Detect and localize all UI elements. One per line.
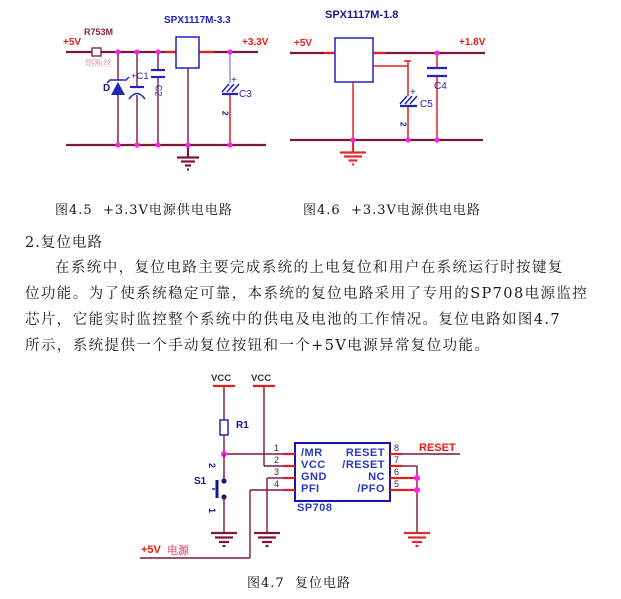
cap2-label: C2 (153, 84, 164, 97)
body-paragraph (25, 256, 603, 360)
fig46-caption: 图4.6 +3.3V电源供电电路 (303, 203, 481, 218)
pin-number-3: 3 (274, 467, 280, 477)
fuse-symbol (92, 48, 101, 56)
fig45-caption: 图4.5 +3.3V电源供电电路 (55, 203, 233, 218)
pin-label-mr: /MR (301, 447, 323, 459)
section-heading: 2.复位电路 (25, 235, 103, 251)
net-label-5v: +5V (63, 37, 82, 48)
cap3-plus-sign: + (231, 75, 237, 86)
pin-number-8: 8 (394, 443, 400, 453)
capacitor-c5-symbol (373, 61, 417, 139)
cap5-plus-sign: + (410, 87, 416, 98)
pin-label-gnd: GND (301, 471, 327, 483)
paragraph-line: 芯片，它能实时监控整个系统中的供电及电池的工作情况。复位电路如图4.7 (25, 312, 562, 328)
capacitor-c2-symbol (151, 53, 165, 144)
paragraph-line: 所示，系统提供一个手动复位按钮和一个+5V电源异常复位功能。 (25, 338, 491, 354)
vcc-left-label: VCC (211, 373, 232, 384)
switch-s1-label: S1 (194, 476, 207, 487)
fig46-ground-symbol (340, 141, 366, 165)
regulator-1v8-box (335, 38, 373, 82)
supply-5v-label: +5V (141, 544, 161, 556)
pin-number-2: 2 (274, 455, 280, 465)
cap1-label: +C1 (131, 71, 149, 82)
s1-ground-symbol (211, 533, 237, 546)
supply-word-label: 电源 (167, 545, 189, 557)
chip-name-label: SP708 (297, 502, 333, 514)
fig47-circuit (140, 386, 460, 558)
middle-ground-symbol (254, 533, 280, 546)
pin-label-npfo: /PFO (357, 483, 385, 495)
capacitor-c3-symbol (222, 54, 239, 144)
fig46-circuit (290, 38, 485, 165)
pin-label-nc: NC (368, 471, 385, 483)
pin-label-pfi: PFI (301, 483, 320, 495)
net-label-1v8: +1.8V (459, 37, 486, 48)
fig45-junction-dots (115, 49, 232, 147)
regulator-3v3-title: SPX1117M-3.3 (164, 15, 231, 26)
paragraph-line: 在系统中，复位电路主要完成系统的上电复位和用户在系统运行时按键复 (55, 260, 564, 276)
pfi-5v-branch (140, 490, 283, 558)
fig45-ground-symbol (177, 146, 199, 170)
cap5-pin-number: 2 (398, 121, 409, 127)
pin-label-reset: RESET (345, 447, 385, 459)
chip-left-pin-stubs (283, 454, 295, 490)
fuse-note-label: 熔断丝 (85, 58, 113, 68)
paragraph-line: 位功能。为了使系统稳定可靠，本系统的复位电路采用了专用的SP708电源监控 (25, 286, 589, 302)
pin-label-nreset: /RESET (342, 459, 385, 471)
pin-number-6: 6 (394, 467, 400, 477)
fuse-ref-label: R753M (84, 27, 114, 37)
cap4-label: C4 (434, 81, 447, 92)
right-ground-symbol (404, 533, 430, 546)
fig45-circuit (66, 37, 269, 170)
resistor-r1-symbol (220, 420, 228, 435)
reset-net-label: RESET (419, 442, 456, 454)
cap3-pin-number: 2 (220, 110, 231, 116)
resistor-r1-label: R1 (236, 420, 249, 431)
pin-number-7: 7 (394, 455, 400, 465)
vcc-right-label: VCC (251, 373, 272, 384)
capacitor-c4-symbol (427, 54, 447, 139)
pin-number-4: 4 (274, 479, 280, 489)
nreset-ground-branch (402, 466, 420, 533)
pin-number-5: 5 (394, 479, 400, 489)
s1-pin2-label: 2 (207, 462, 218, 469)
net-label-5v-2: +5V (294, 38, 313, 49)
cap3-label: C3 (239, 89, 252, 100)
pin-number-1: 1 (274, 443, 280, 453)
pin-label-vcc: VCC (301, 459, 326, 471)
fig47-caption: 图4.7 复位电路 (247, 576, 351, 591)
regulator-3v3-box (176, 37, 199, 68)
s1-pin1-label: 1 (207, 507, 218, 514)
regulator-1v8-title: SPX1117M-1.8 (325, 9, 399, 21)
net-label-3v3: +3.3V (242, 37, 269, 48)
cap5-label: C5 (420, 99, 433, 110)
capacitor-c1-symbol (129, 53, 145, 144)
diode-ref-label: D (103, 83, 111, 94)
